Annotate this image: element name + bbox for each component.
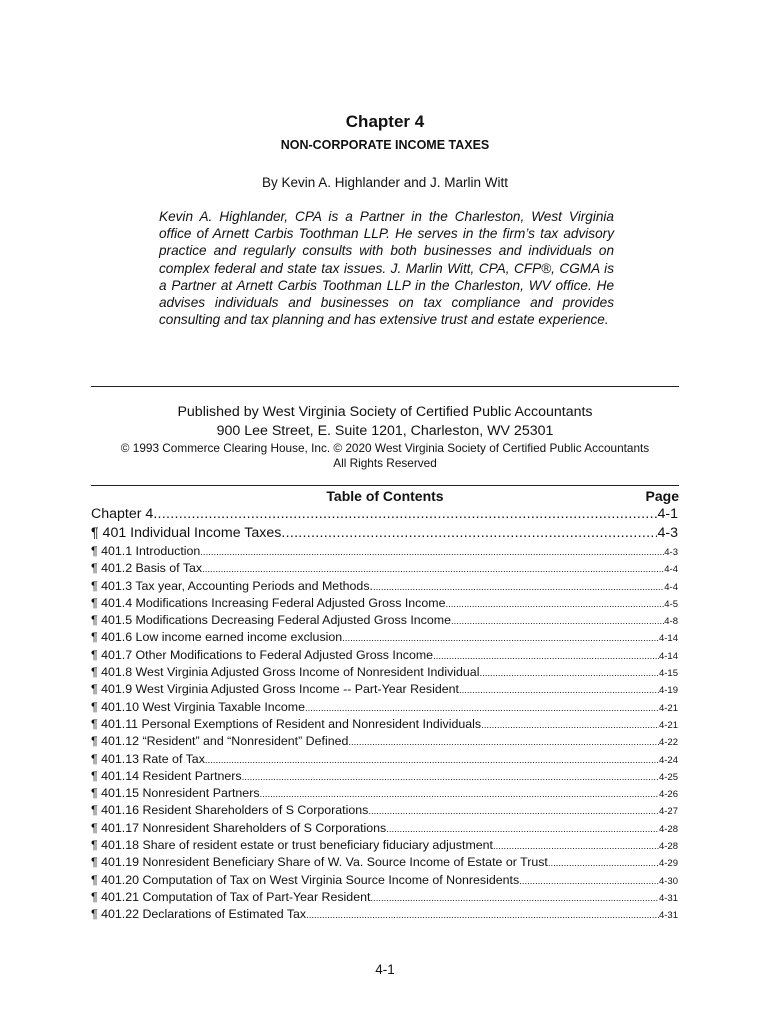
toc-dot-leader <box>260 786 659 802</box>
toc-entry[interactable] <box>91 854 678 871</box>
toc-entry-title: ¶ 401.11 Personal Exemptions of Resident and Nonresident Individuals <box>91 716 482 731</box>
toc-entry[interactable] <box>91 578 678 595</box>
toc-entry-page: 4-8 <box>664 616 678 628</box>
toc-entry-title: Chapter 4 <box>91 506 154 522</box>
toc-entry[interactable] <box>91 647 678 664</box>
toc-dot-leader <box>342 630 659 646</box>
toc-dot-leader <box>548 855 659 871</box>
toc-entry-title: ¶ 401.14 Resident Partners <box>91 768 242 783</box>
toc-dot-leader <box>433 648 659 664</box>
toc-entry-page: 4-31 <box>658 892 678 904</box>
toc-dot-leader <box>451 613 664 629</box>
toc-entry-title: ¶ 401.16 Resident Shareholders of S Corporations <box>91 803 369 818</box>
toc-dot-leader <box>281 524 657 543</box>
toc-entry-title: ¶ 401.5 Modifications Decreasing Federal Adjusted Gross Income <box>91 613 451 628</box>
toc-entry-page: 4-3 <box>664 547 678 558</box>
toc-dot-leader <box>306 907 659 923</box>
toc-entry[interactable] <box>91 820 678 837</box>
toc-dot-leader <box>481 717 659 733</box>
toc-entry-title: ¶ 401.8 West Virginia Adjusted Gross Income of Nonresident Individual <box>91 665 480 680</box>
toc-entry-title: ¶ 401 Individual Income Taxes <box>91 525 282 541</box>
toc-entry-page: 4-30 <box>658 875 678 887</box>
toc-entry-page: 4-19 <box>658 685 678 697</box>
toc-dot-leader <box>493 838 659 854</box>
toc-entry[interactable] <box>91 751 678 768</box>
toc-entry-page: 4-14 <box>658 650 678 662</box>
toc-entry-title: ¶ 401.3 Tax year, Accounting Periods and Methods. <box>91 578 373 593</box>
toc-dot-leader <box>368 803 659 819</box>
toc-entry-title: ¶ 401.15 Nonresident Partners <box>91 786 260 801</box>
toc-title: Table of Contents <box>326 488 444 504</box>
toc-dot-leader <box>200 544 664 560</box>
toc-entry-title: ¶ 401.21 Computation of Tax of Part-Year Resident <box>91 889 371 904</box>
toc-dot-leader <box>305 700 659 716</box>
toc-entry[interactable] <box>91 768 678 785</box>
toc-entry[interactable] <box>91 629 678 646</box>
toc-entry[interactable] <box>91 612 678 629</box>
toc-entry[interactable] <box>91 889 678 906</box>
toc-entry-page: 4-21 <box>658 702 678 714</box>
toc-entry[interactable] <box>91 802 678 819</box>
toc-entry-title: ¶ 401.13 Rate of Tax <box>91 751 205 766</box>
toc-entry-page: 4-15 <box>658 668 678 680</box>
toc-entry-title: ¶ 401.6 Low income earned income exclusion <box>91 630 343 645</box>
toc-dot-leader <box>386 821 659 837</box>
toc-entry-page: 4-31 <box>658 910 678 922</box>
toc-entry[interactable] <box>91 716 678 733</box>
toc-dot-leader <box>445 596 664 612</box>
table-of-contents <box>91 505 678 924</box>
toc-dot-leader <box>242 769 659 785</box>
toc-entry-title: ¶ 401.4 Modifications Increasing Federal Adjusted Gross Income <box>91 595 446 610</box>
toc-dot-leader <box>153 505 657 524</box>
toc-entry-page: 4-28 <box>658 823 678 835</box>
toc-entry-page: 4-1 <box>657 506 678 522</box>
publisher-address: 900 Lee Street, E. Suite 1201, Charleston, WV 25301 <box>216 423 554 439</box>
divider-top <box>91 386 679 387</box>
toc-entry-page: 4-27 <box>658 806 678 818</box>
toc-entry[interactable] <box>91 560 678 577</box>
toc-entry[interactable] <box>91 699 678 716</box>
toc-entry-title: ¶ 401.20 Computation of Tax on West Virginia Source Income of Nonresidents <box>91 872 520 887</box>
toc-entry[interactable] <box>91 872 678 889</box>
toc-entry[interactable] <box>91 543 678 560</box>
toc-entry[interactable] <box>91 837 678 854</box>
toc-entry-page: 4-22 <box>658 737 678 749</box>
toc-entry[interactable] <box>91 733 678 750</box>
toc-entry-page: 4-14 <box>658 633 678 645</box>
toc-entry-page: 4-4 <box>664 581 678 593</box>
toc-entry-page: 4-24 <box>658 754 678 766</box>
toc-entry-title: ¶ 401.1 Introduction <box>91 544 201 558</box>
toc-entry[interactable] <box>91 595 678 612</box>
toc-entry-page: 4-3 <box>657 525 678 541</box>
toc-entry-page: 4-26 <box>658 789 678 801</box>
toc-entry[interactable] <box>91 785 678 802</box>
publisher-line: Published by West Virginia Society of Certified Public Accountants <box>177 404 593 420</box>
toc-entry[interactable] <box>91 524 678 543</box>
toc-page-header: Page <box>645 488 679 504</box>
toc-dot-leader <box>348 734 659 750</box>
toc-entry-page: 4-29 <box>658 858 678 870</box>
toc-entry[interactable] <box>91 906 678 923</box>
author-bio: Kevin A. Highlander, CPA is a Partner in the Charleston, West Virginia office of Arnett Carbis Toothman LLP. He serves in the firm’s tax advisory practice and regularly consults with both businesses and individuals on complex federal and state tax issues. J. Marlin Witt, CPA, CFP®, CGMA is a Partner at Arnett Carbis Toothman LLP in the Charleston, WV office. He advises individuals and businesses on tax compliance and provides consulting and tax planning and has extensive trust and estate experience. <box>159 209 614 328</box>
toc-entry-page: 4-5 <box>664 598 678 610</box>
toc-entry-page: 4-4 <box>664 564 678 576</box>
toc-dot-leader <box>459 682 659 698</box>
toc-dot-leader <box>370 890 659 906</box>
divider-toc <box>91 485 679 486</box>
toc-entry[interactable] <box>91 681 678 698</box>
toc-entry[interactable] <box>91 664 678 681</box>
toc-entry-title: ¶ 401.22 Declarations of Estimated Tax <box>91 907 307 922</box>
chapter-title: Chapter 4 <box>345 112 425 131</box>
toc-dot-leader <box>205 752 659 768</box>
copyright-notice: © 1993 Commerce Clearing House, Inc. © 2020 West Virginia Society of Certified Public Accountants <box>120 441 650 455</box>
toc-entry-title: ¶ 401.10 West Virginia Taxable Income <box>91 699 305 714</box>
toc-entry-page: 4-25 <box>658 771 678 783</box>
toc-entry-page: 4-28 <box>658 841 678 853</box>
toc-entry-title: ¶ 401.18 Share of resident estate or trust beneficiary fiduciary adjustment <box>91 838 493 853</box>
toc-entry-title: ¶ 401.2 Basis of Tax <box>91 561 203 576</box>
toc-dot-leader <box>373 579 664 595</box>
toc-entry[interactable] <box>91 505 678 524</box>
toc-header <box>91 488 679 506</box>
toc-dot-leader <box>519 873 659 889</box>
toc-dot-leader <box>479 665 659 681</box>
toc-entry-title: ¶ 401.9 West Virginia Adjusted Gross Income -- Part-Year Resident <box>91 682 459 697</box>
toc-entry-title: ¶ 401.17 Nonresident Shareholders of S Corporations <box>91 820 387 835</box>
toc-entry-title: ¶ 401.7 Other Modifications to Federal Adjusted Gross Income <box>91 647 434 662</box>
toc-entry-title: ¶ 401.19 Nonresident Beneficiary Share of W. Va. Source Income of Estate or Trust <box>91 855 548 870</box>
toc-entry-page: 4-21 <box>658 719 678 731</box>
page-number: 4-1 <box>375 962 395 977</box>
chapter-subtitle: NON-CORPORATE INCOME TAXES <box>280 138 490 152</box>
authors-line: By Kevin A. Highlander and J. Marlin Witt <box>261 175 509 190</box>
rights-notice: All Rights Reserved <box>333 456 437 470</box>
toc-dot-leader <box>202 561 664 577</box>
toc-entry-title: ¶ 401.12 “Resident” and “Nonresident” Defined <box>91 734 349 749</box>
